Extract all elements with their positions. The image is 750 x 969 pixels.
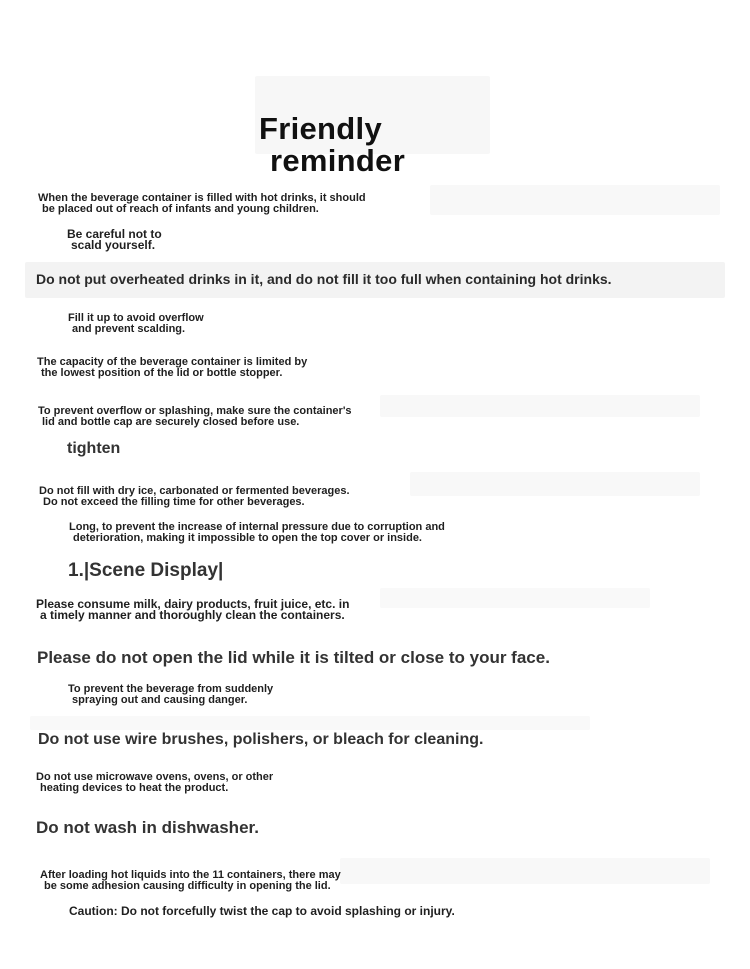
reminder-item: tighten bbox=[67, 440, 121, 457]
reminder-item: To prevent overflow or splashing, make sure the container's lid and bottle cap are securely closed before use. bbox=[38, 405, 352, 428]
background-smudge bbox=[380, 588, 650, 608]
title-line-1: Friendly bbox=[259, 110, 382, 146]
reminder-item: Fill it up to avoid overflow and prevent scalding. bbox=[68, 312, 204, 335]
reminder-item: The capacity of the beverage container is limited by the lowest position of the lid or bottle stopper. bbox=[37, 356, 308, 379]
title-line-2: reminder bbox=[270, 142, 406, 178]
page-title bbox=[259, 110, 406, 178]
section-heading: 1.|Scene Display| bbox=[68, 560, 224, 581]
reminder-item: Do not put overheated drinks in it, and do not fill it too full when containing hot drinks. bbox=[36, 271, 612, 287]
reminder-item: Caution: Do not forcefully twist the cap to avoid splashing or injury. bbox=[69, 904, 455, 918]
background-smudge bbox=[410, 472, 700, 496]
background-smudge bbox=[380, 395, 700, 417]
reminder-item: Do not use wire brushes, polishers, or bleach for cleaning. bbox=[38, 731, 484, 748]
background-smudge bbox=[340, 858, 710, 884]
background-smudge bbox=[30, 716, 590, 730]
reminder-item: Do not use microwave ovens, ovens, or other heating devices to heat the product. bbox=[36, 771, 274, 794]
reminder-item: After loading hot liquids into the 11 containers, there may be some adhesion causing difficulty in opening the lid. bbox=[40, 869, 341, 892]
reminder-item: Long, to prevent the increase of internal pressure due to corruption and deterioration, making it impossible to open the top cover or inside. bbox=[69, 521, 445, 544]
reminder-item: When the beverage container is filled with hot drinks, it should be placed out of reach of infants and young children. bbox=[38, 192, 366, 215]
reminder-item: Do not wash in dishwasher. bbox=[36, 818, 259, 837]
reminder-item: Please consume milk, dairy products, fruit juice, etc. in a timely manner and thoroughly clean the containers. bbox=[36, 597, 350, 622]
reminder-item: To prevent the beverage from suddenly spraying out and causing danger. bbox=[68, 683, 274, 706]
reminder-item: Please do not open the lid while it is tilted or close to your face. bbox=[37, 648, 550, 667]
background-smudge bbox=[430, 185, 720, 215]
reminder-item: Do not fill with dry ice, carbonated or fermented beverages. Do not exceed the filling time for other beverages. bbox=[39, 485, 350, 508]
reminder-item: Be careful not to scald yourself. bbox=[67, 227, 162, 252]
